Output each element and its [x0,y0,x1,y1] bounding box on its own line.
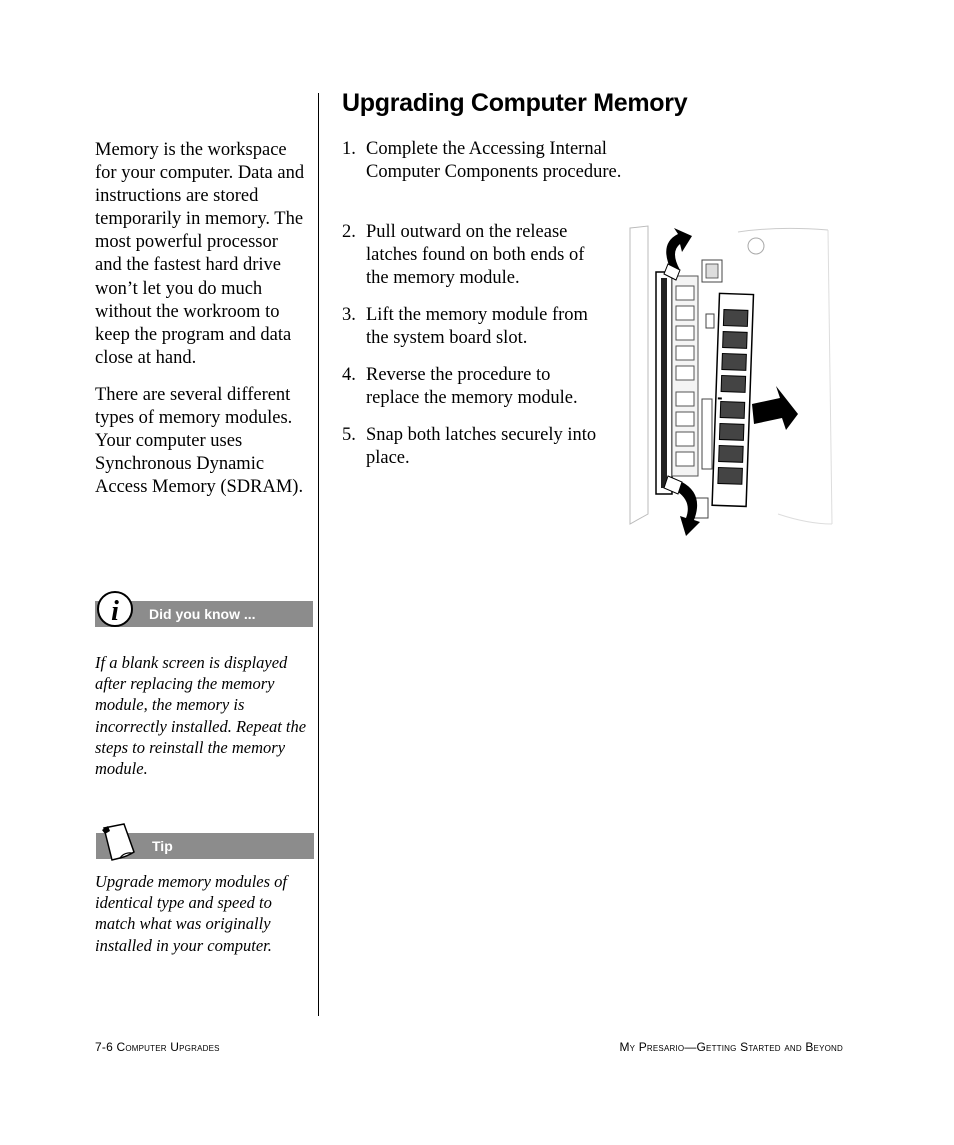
step-number: 2. [342,222,356,242]
footer-right [619,1040,843,1054]
info-icon [96,589,136,629]
footer-left [95,1040,220,1054]
tip-text: Upgrade memory modules of identical type and speed to match what was originally installed in your computer. [95,872,288,955]
column-divider [318,93,319,1016]
did-you-know-label: Did you know ... [149,606,256,622]
step-text: Lift the memory module from the system board slot. [366,305,588,348]
step-number: 1. [342,139,356,159]
svg-text:i: i [111,596,119,627]
did-you-know-text: If a blank screen is displayed after replacing the memory module, the memory is incorrectly installed. Repeat the steps to reinstall the memory module. [95,653,307,779]
page-title: Upgrading Computer Memory [342,89,688,117]
step-item [342,138,622,184]
sidebar-paragraph-1: Memory is the workspace for your computer. Data and instructions are stored temporarily in memory. The most powerful processor and the fastest hard drive won’t let you do much without the workroom to keep the program and data close at hand. [95,140,305,368]
step-item [342,304,604,350]
step-text: Reverse the procedure to replace the memory module. [366,365,578,408]
footer-right-text: My Presario—Getting Started and Beyond [619,1040,843,1054]
procedure-steps [342,138,632,478]
step-number: 5. [342,425,356,445]
step-item [342,221,604,290]
step-number: 3. [342,305,356,325]
tip-label: Tip [152,838,173,854]
step-text: Complete the Accessing Internal Computer Components procedure. [366,139,622,182]
step-item [342,364,604,410]
step-text: Pull outward on the release latches found on both ends of the memory module. [366,222,585,288]
step-number: 4. [342,365,356,385]
sidebar-paragraph-2: There are several different types of memory modules. Your computer uses Synchronous Dynamic Access Memory (SDRAM). [95,384,304,498]
footer-left-text: 7-6 Computer Upgrades [95,1040,220,1054]
memory-module-illustration [628,224,834,538]
step-text: Snap both latches securely into place. [366,425,597,468]
notepad-icon [98,822,140,862]
sidebar [95,139,307,499]
step-item [342,424,604,470]
